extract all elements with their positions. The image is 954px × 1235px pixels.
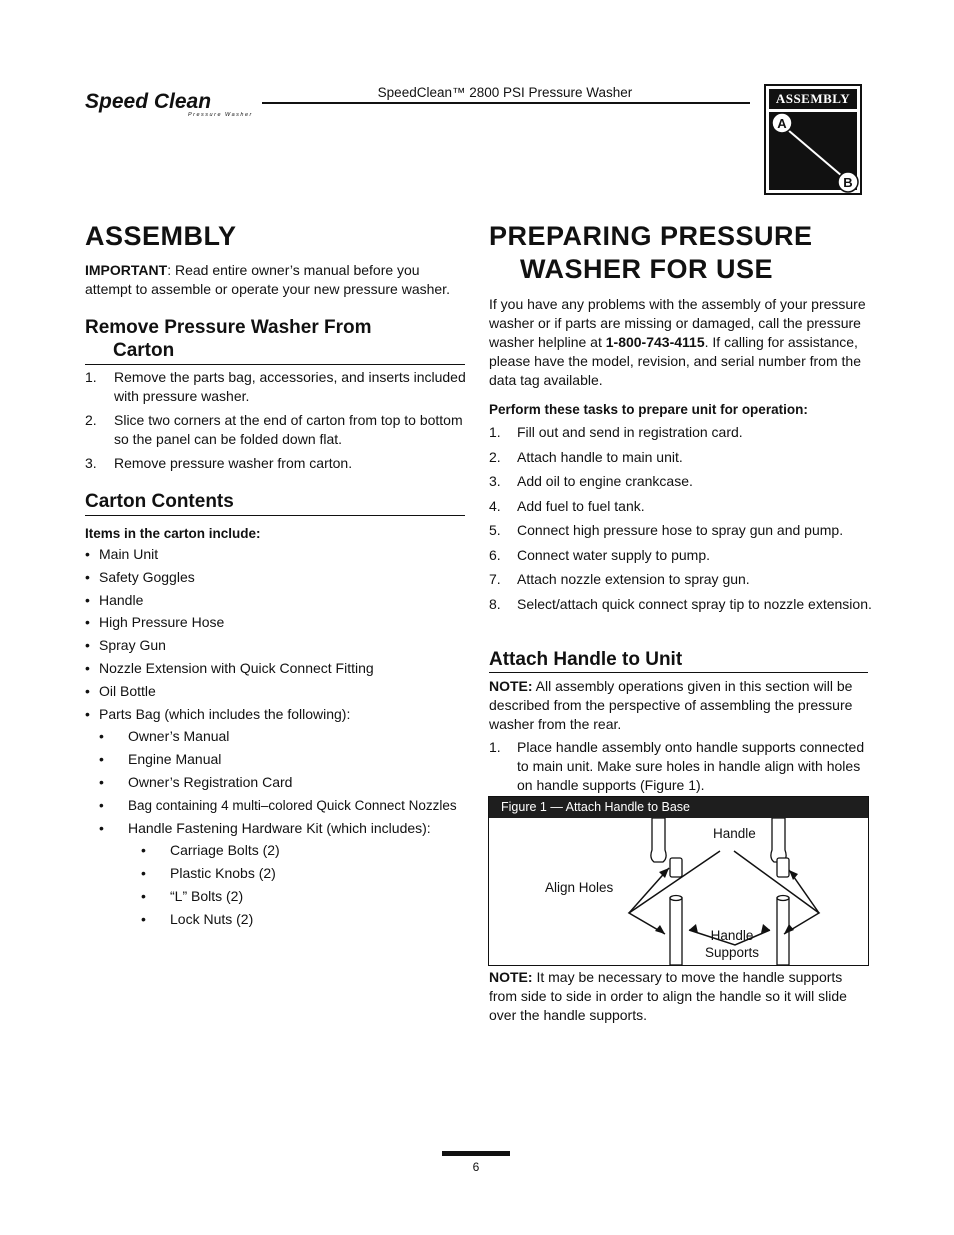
list-item: • Owner’s Manual: [99, 728, 230, 745]
remove-heading-line1: Remove Pressure Washer From: [85, 317, 372, 338]
preparing-title-line2: WASHER FOR USE: [520, 254, 774, 284]
assembly-title: ASSEMBLY: [85, 221, 237, 251]
logo-subtext: Pressure Washer: [188, 112, 253, 118]
figure-caption: Figure 1 — Attach Handle to Base: [489, 797, 868, 818]
carton-contents-intro: Items in the carton include:: [85, 526, 261, 541]
badge-title: ASSEMBLY: [769, 89, 857, 109]
list-item: • Handle: [85, 591, 144, 608]
logo-wordmark: Speed Clean: [85, 90, 212, 113]
list-item: 2. Attach handle to main unit.: [489, 448, 683, 465]
list-item: 8. Select/attach quick connect spray tip to nozzle extension.: [489, 595, 872, 612]
remove-heading-line2: Carton: [113, 340, 175, 361]
header-title: SpeedClean™ 2800 PSI Pressure Washer: [377, 85, 633, 100]
list-item: • Carriage Bolts (2): [141, 842, 280, 859]
badge-label-b: B: [843, 175, 853, 190]
badge-label-a: A: [777, 116, 787, 131]
important-note: [85, 261, 470, 299]
tasks-list: [489, 423, 873, 619]
page-number: 6: [472, 1160, 480, 1174]
label-align-holes: Align Holes: [545, 880, 614, 895]
helpline-number: 1-800-743-4115: [605, 334, 705, 350]
list-item: • Bag containing 4 multi–colored Quick Connect Nozzles: [99, 797, 457, 813]
remove-steps-list: [85, 368, 469, 473]
list-item: • Main Unit: [85, 546, 159, 562]
list-item: • Engine Manual: [99, 751, 222, 768]
carton-contents-heading: Carton Contents: [85, 491, 234, 512]
carton-contents-rule: [85, 515, 465, 516]
remove-heading-rule: [85, 364, 465, 365]
assembly-badge: [764, 84, 862, 195]
list-item: • “L” Bolts (2): [141, 887, 244, 904]
attach-handle-heading: Attach Handle to Unit: [489, 649, 683, 670]
list-item: 3. Add oil to engine crankcase.: [489, 473, 693, 489]
carton-contents-list: [85, 545, 469, 933]
badge-arrow-icon: [766, 86, 864, 197]
list-item: • Spray Gun: [85, 637, 166, 654]
list-item: • Handle Fastening Hardware Kit (which includes):: [99, 819, 431, 836]
list-item: 2. Slice two corners at the end of carton from top to bottom so the panel can be folded down flat.: [85, 412, 463, 447]
list-item: • Plastic Knobs (2): [141, 865, 276, 882]
page-number-bar: [442, 1151, 510, 1156]
figure-attach-handle: [488, 796, 869, 966]
list-item: 3. Remove pressure washer from carton.: [85, 455, 353, 471]
list-item: 1. Place handle assembly onto handle supports connected to main unit. Make sure holes in handle align with holes on handle supports (Figure 1).: [489, 739, 865, 793]
tasks-heading: Perform these tasks to prepare unit for operation:: [489, 402, 808, 417]
important-label: IMPORTANT: [85, 262, 168, 278]
speed-clean-logo: [83, 88, 258, 118]
list-item: 6. Connect water supply to pump.: [489, 546, 710, 563]
label-handle: Handle: [713, 826, 756, 841]
list-item: • Parts Bag (which includes the following):: [85, 705, 351, 722]
attach-heading-rule: [489, 672, 868, 673]
preparing-intro: If you have any problems with the assembly of your pressure washer or if parts are missing or damaged, call the pressure washer helpline at 1-800-743-4115. If calling for assistance, please have the model, revision, and serial number from the data tag available.: [489, 296, 866, 388]
list-item: 1. Fill out and send in registration card.: [489, 424, 743, 440]
list-item: 4. Add fuel to fuel tank.: [489, 497, 645, 514]
list-item: • Safety Goggles: [85, 568, 195, 585]
preparing-title-line1: PREPARING PRESSURE: [489, 221, 813, 251]
list-item: • Owner’s Registration Card: [99, 773, 293, 790]
list-item: • High Pressure Hose: [85, 614, 225, 631]
attach-step: [489, 738, 873, 795]
list-item: • Nozzle Extension with Quick Connect Fitting: [85, 659, 374, 676]
list-item: 5. Connect high pressure hose to spray gun and pump.: [489, 522, 844, 538]
list-item: 7. Attach nozzle extension to spray gun.: [489, 571, 750, 587]
note-perspective: NOTE: All assembly operations given in this section will be described from the perspective of assembling the pressure washer from the rear.: [489, 678, 853, 732]
label-handle-supports: Handle Supports: [704, 928, 760, 960]
header-rule: [262, 102, 750, 104]
list-item: 1. Remove the parts bag, accessories, and inserts included with pressure washer.: [85, 369, 466, 404]
important-text: : Read entire owner’s manual before you attempt to assemble or operate your new pressure washer.: [85, 262, 450, 297]
list-item: • Oil Bottle: [85, 682, 156, 699]
note-supports: NOTE: It may be necessary to move the handle supports from side to side in order to align the handle so it will slide over the handle supports.: [489, 969, 847, 1023]
list-item: • Lock Nuts (2): [141, 910, 254, 927]
